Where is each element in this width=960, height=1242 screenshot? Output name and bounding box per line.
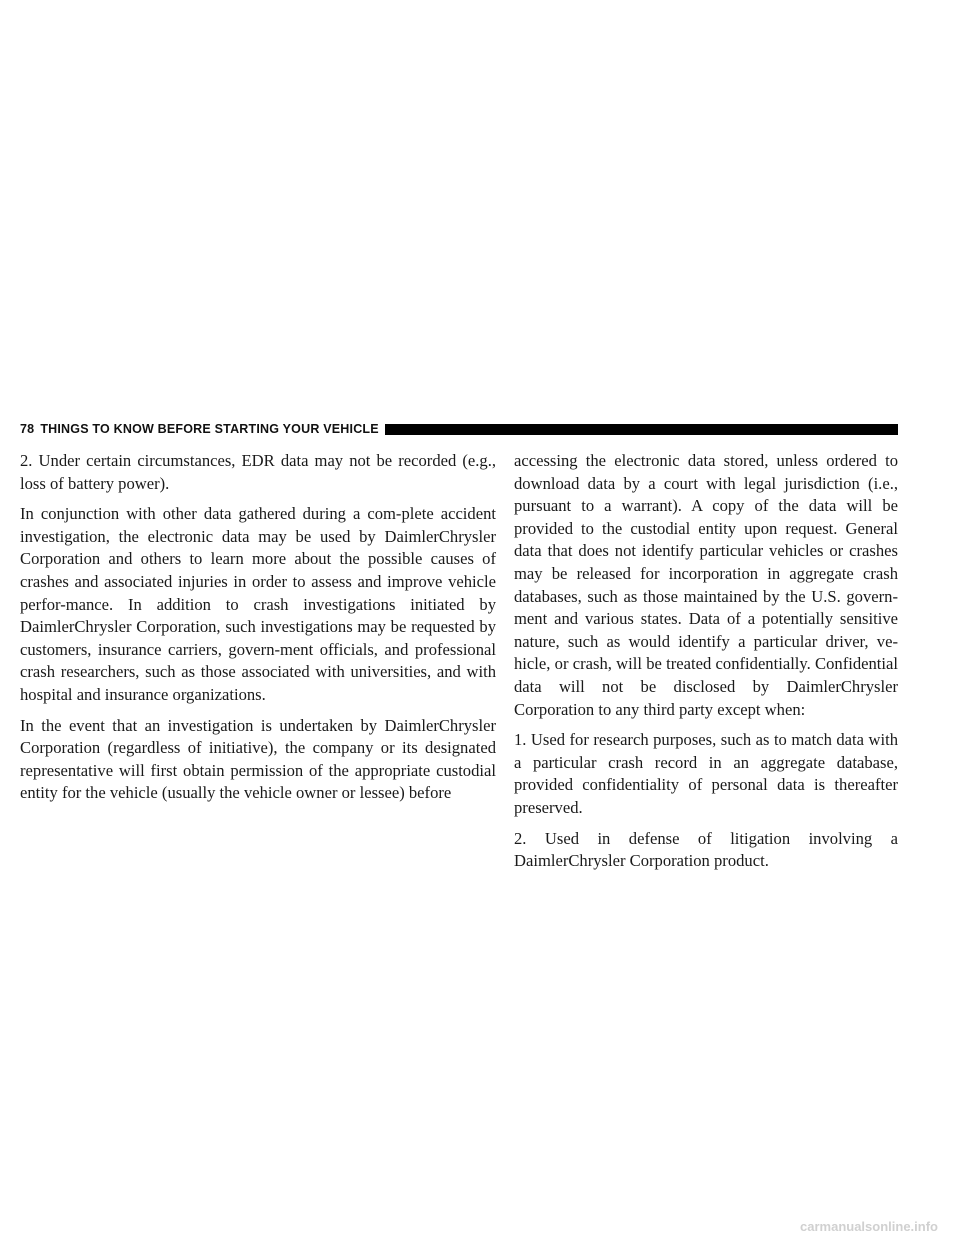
left-column <box>20 450 496 813</box>
paragraph: In conjunction with other data gathered during a com-plete accident investigation, the electronic data may be used by DaimlerChrysler Corporation and others to learn more about the possible causes of crashes and associated injuries in order to assess and improve vehicle perfor-mance. In addition to crash investigations initiated by DaimlerChrysler Corporation, such investigations may be requested by customers, insurance carriers, govern-ment officials, and professional crash researchers, such as those associated with universities, and with hospital and insurance organizations. <box>20 504 496 704</box>
page-number: 78 <box>20 422 35 436</box>
paragraph: 1. Used for research purposes, such as to match data with a particular crash record in an aggregate database, provided confidentiality of personal data is thereafter preserved. <box>514 730 898 817</box>
section-title: THINGS TO KNOW BEFORE STARTING YOUR VEHICLE <box>40 422 379 436</box>
paragraph: 2. Used in defense of litigation involving a DaimlerChrysler Corporation product. <box>514 828 898 871</box>
paragraph: In the event that an investigation is undertaken by DaimlerChrysler Corporation (regardless of initiative), the company or its designated representative will first obtain permission of the appropriate custodial entity for the vehicle (usually the vehicle owner or lessee) before <box>20 715 496 803</box>
header-rule <box>385 424 898 435</box>
paragraph: accessing the electronic data stored, unless ordered to download data by a court with legal jurisdiction (i.e., pursuant to a warrant). A copy of the data will be provided to the custodial entity upon request. General data that does not identify particular vehicles or crashes may be released for incorporation in aggregate crash databases, such as those maintained by the U.S. govern-ment and various states. Data of a potentially sensitive nature, such as would identify a particular driver, ve-hicle, or crash, will be treated confidentially. Confidential data will not be disclosed by DaimlerChrysler Corporation to any third party except when: <box>514 451 898 719</box>
paragraph: 2. Under certain circumstances, EDR data may not be recorded (e.g., loss of battery power). <box>20 451 496 493</box>
watermark: carmanualsonline.info <box>800 1219 938 1234</box>
page-header <box>20 420 898 438</box>
right-column <box>514 450 898 881</box>
